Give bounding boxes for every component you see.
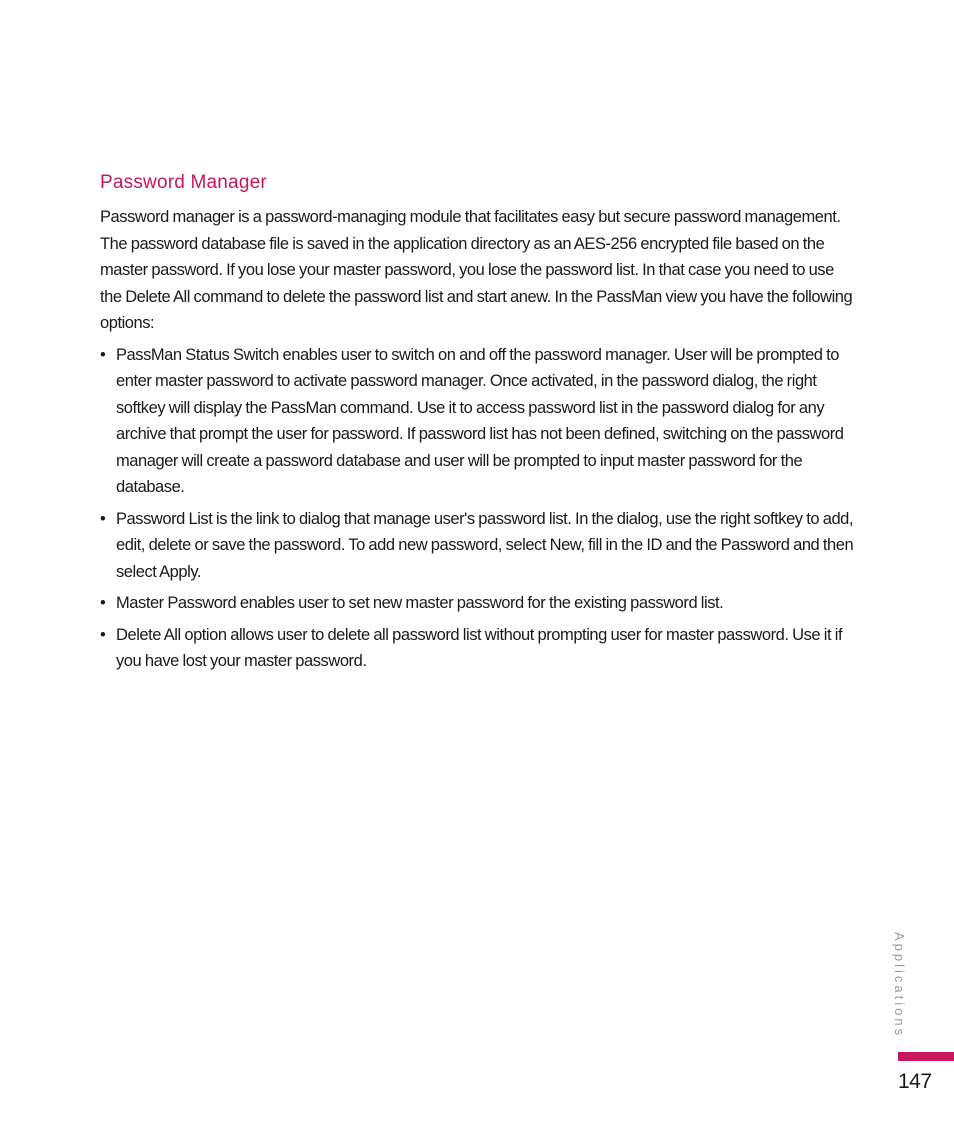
chapter-side-label: Applications — [892, 932, 907, 1039]
list-item — [100, 622, 856, 675]
page-content — [100, 172, 856, 680]
list-item — [100, 590, 856, 617]
list-item-text: PassMan Status Switch enables user to switch on and off the password manager. User will be prompted to enter master password to activate password manager. Once activated, in the password dialog, the right softkey will display the PassMan command. Use it to access password list in the password dialog for any archive that prompt the user for password. If password list has not been defined, switching on the password manager will create a password database and user will be prompted to input master password for the database. — [116, 345, 844, 496]
section-title: Password Manager — [100, 172, 267, 193]
list-item-text: Password List is the link to dialog that manage user's password list. In the dialog, use the right softkey to add, edit, delete or save the password. To add new password, select New, fill in the ID and the Password and then select Apply. — [116, 509, 854, 581]
page-accent-bar — [898, 1052, 954, 1061]
list-item — [100, 342, 856, 501]
list-item — [100, 506, 856, 586]
bullet: • — [100, 509, 106, 528]
options-list — [100, 342, 856, 675]
bullet: • — [100, 594, 106, 612]
bullet: • — [100, 625, 106, 644]
page-number: 147 — [898, 1070, 932, 1093]
list-item-text: Delete All option allows user to delete all password list without prompting user for master password. Use it if you have lost your master password. — [116, 625, 843, 670]
list-item-text: Master Password enables user to set new master password for the existing password list. — [116, 594, 724, 612]
bullet: • — [100, 345, 106, 364]
intro-paragraph: Password manager is a password-managing module that facilitates easy but secure password management. The password database file is saved in the application directory as an AES-256 encrypted file based on the master password. If you lose your master password, you lose the password list. In that case you need to use the Delete All command to delete the password list and start anew. In the PassMan view you have the following options: — [100, 208, 853, 332]
